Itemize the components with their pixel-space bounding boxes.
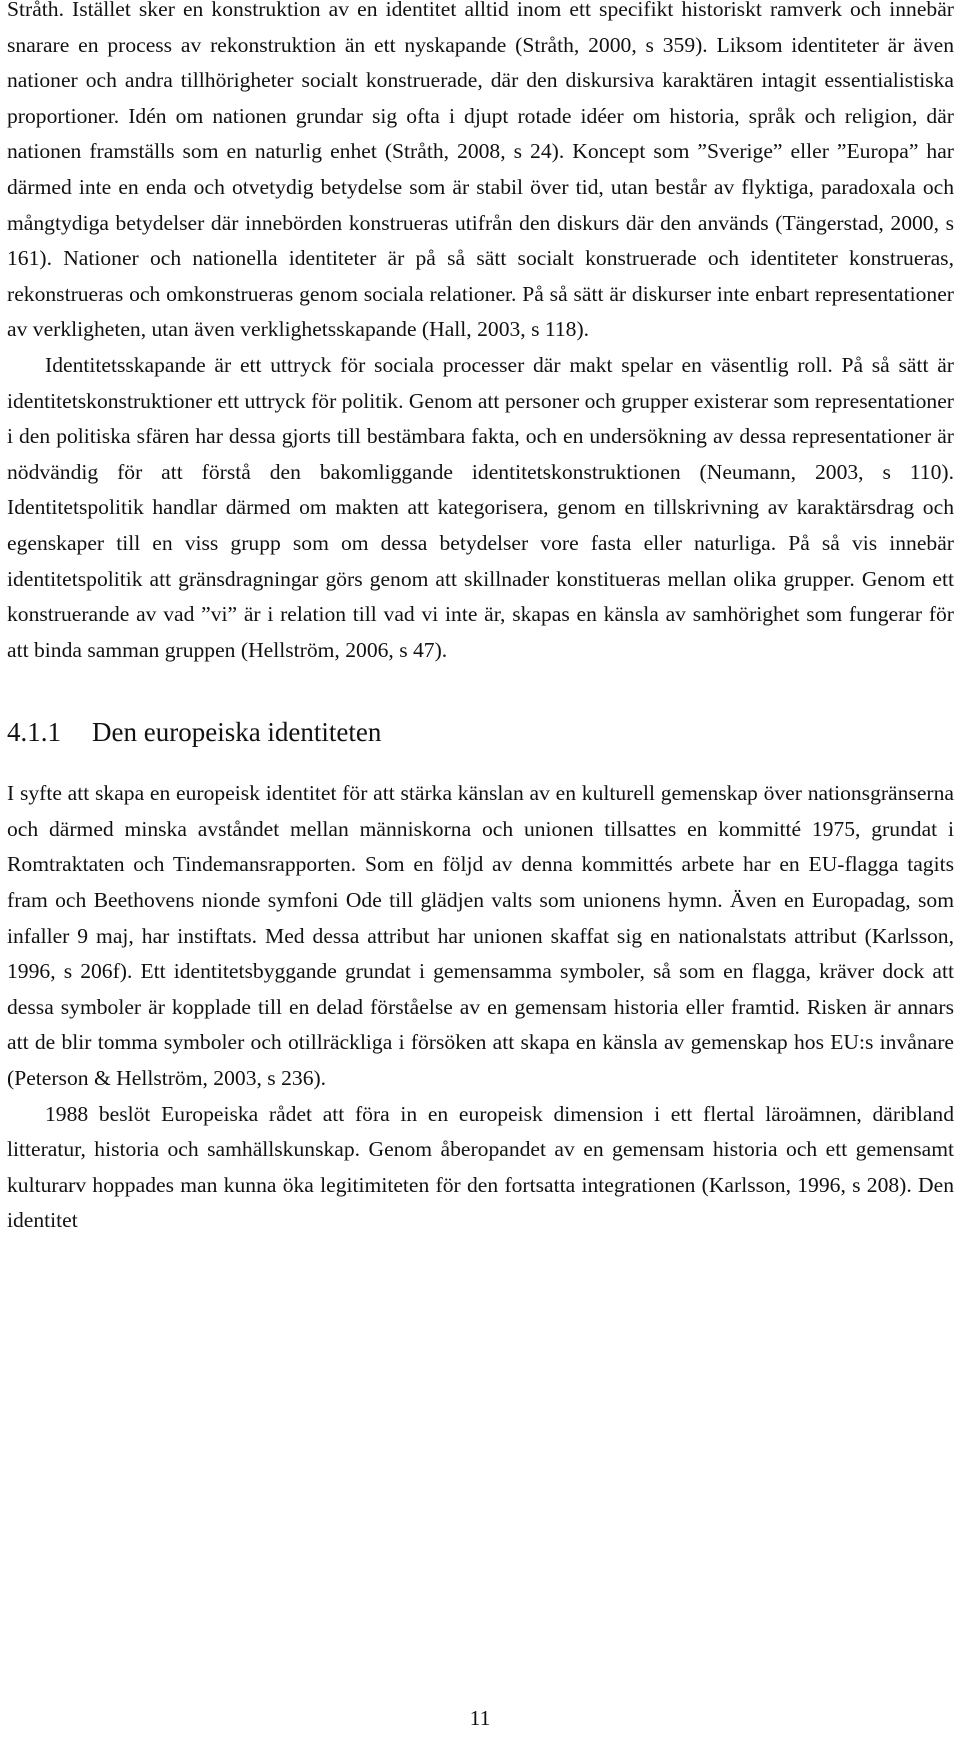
body-paragraph-3: I syfte att skapa en europeisk identitet för att stärka känslan av en kulturell gemenskap över nationsgränserna och därmed minska avståndet mellan människorna och unionen tillsattes en kommitté 1975, grundat i Romtraktaten och Tindemansrapporten. Som en följd av denna kommittés arbete har en EU-flagga tagits fram och Beethovens nionde symfoni Ode till glädjen valts som unionens hymn. Även en Europadag, som infaller 9 maj, har instiftats. Med dessa attribut har unionen skaffat sig en nationalstats attribut (Karlsson, 1996, s 206f). Ett identitetsbyggande grundat i gemensamma symboler, så som en flagga, kräver dock att dessa symboler är kopplade till en delad förståelse av en gemensam historia eller framtid. Risken är annars att de blir tomma symboler och otillräckliga i försöken att skapa en känsla av gemenskap hos EU:s invånare (Peterson & Hellström, 2003, s 236).	[7, 781, 954, 1091]
heading-spacer	[7, 750, 954, 776]
body-paragraph-4: 1988 beslöt Europeiska rådet att föra in en europeisk dimension i ett flertal läroämnen, däribland litteratur, historia och samhällskunskap. Genom åberopandet av en gemensam historia och ett gemensamt kulturarv hoppades man kunna öka legitimiteten för den fortsatta integrationen (Karlsson, 1996, s 208). Den identitet	[7, 1101, 954, 1233]
body-paragraph-1: Stråth. Istället sker en konstruktion av en identitet alltid inom ett specifikt historiskt ramverk och innebär snarare en process av rekonstruktion än ett nyskapande (Stråth, 2000, s 359). Liksom identiteter är även nationer och andra tillhörigheter socialt konstruerade, där den diskursiva karaktären intagit essentialistiska proportioner. Idén om nationen grundar sig ofta i djupt rotade idéer om historia, språk och religion, där nationen framställs som en naturlig enhet (Stråth, 2008, s 24). Koncept som ”Sverige” eller ”Europa” har därmed inte en enda och otvetydig betydelse som är stabil över tid, utan består av flyktiga, paradoxala och mångtydiga betydelser där innebörden konstrueras utifrån den diskurs där den används (Tängerstad, 2000, s 161). Nationer och nationella identiteter är på så sätt socialt konstruerade och identiteter konstrueras, rekonstrueras och omkonstrueras genom sociala relationer. På så sätt är diskurser inte enbart representationer av verkligheten, utan även verklighetsskapande (Hall, 2003, s 118).	[7, 0, 954, 342]
page-number: 11	[469, 1706, 491, 1730]
body-paragraph-2: Identitetsskapande är ett uttryck för sociala processer där makt spelar en väsentlig roll. På så sätt är identitetskonstruktioner ett uttryck för politik. Genom att personer och grupper existerar som representationer i den politiska sfären har dessa gjorts till bestämbara fakta, och en undersökning av dessa representationer är nödvändig för att förstå den bakomliggande identitetskonstruktionen (Neumann, 2003, s 110). Identitetspolitik handlar därmed om makten att kategorisera, genom en tillskrivning av karaktärsdrag och egenskaper till en viss grupp som om dessa betydelser vore fasta eller naturliga. På så vis innebär identitetspolitik att gränsdragningar görs genom att skillnader konstitueras mellan olika grupper. Genom ett konstruerande av vad ”vi” är i relation till vad vi inte är, skapas en känsla av samhörighet som fungerar för att binda samman gruppen (Hellström, 2006, s 47).	[7, 352, 954, 662]
section-heading	[7, 714, 954, 750]
section-title: Den europeiska identiteten	[92, 717, 382, 748]
section-number: 4.1.1	[7, 717, 61, 748]
document-page	[7, 0, 954, 1239]
